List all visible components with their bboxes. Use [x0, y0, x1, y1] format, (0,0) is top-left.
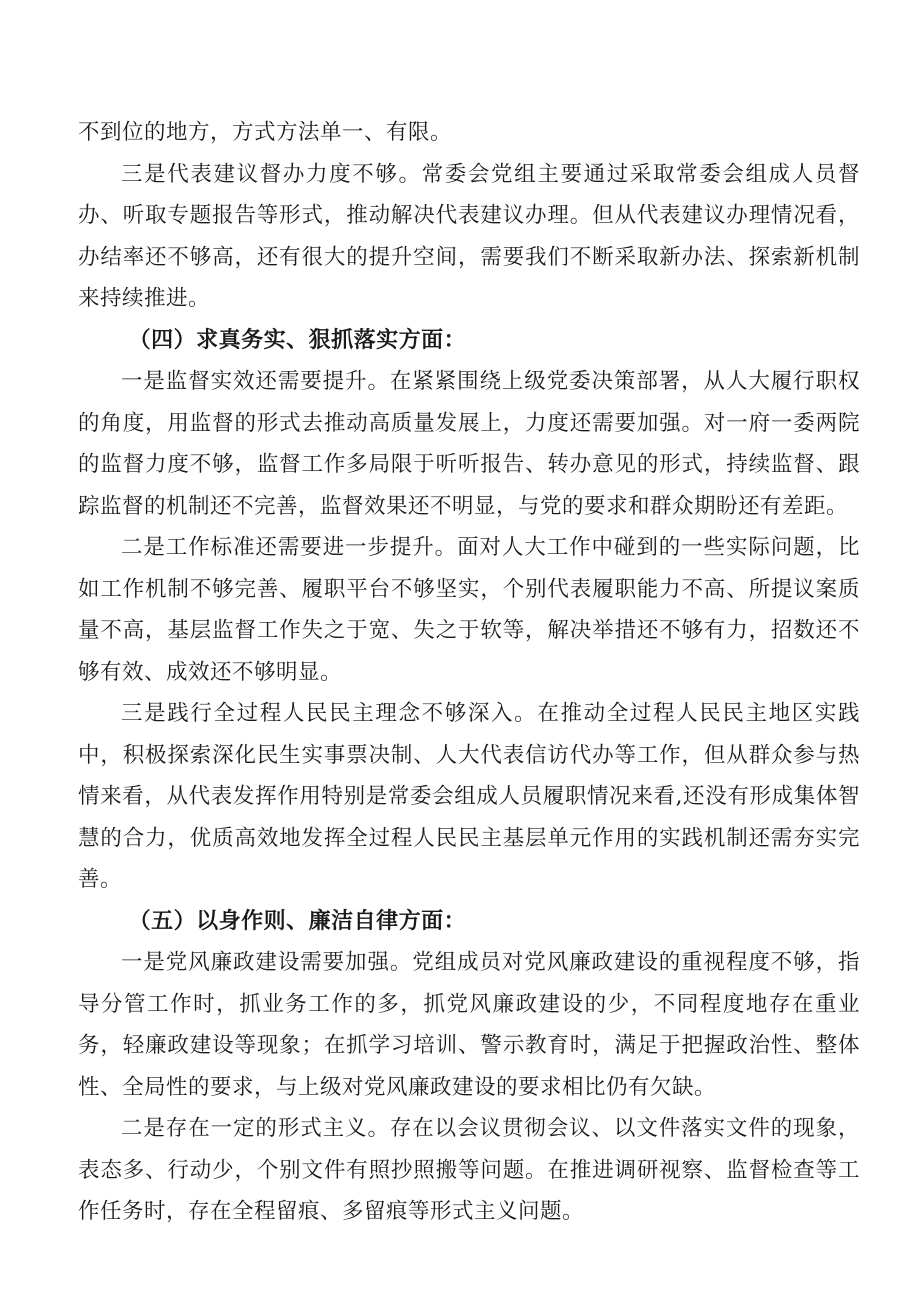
- paragraph-continuation: 不到位的地方，方式方法单一、有限。: [78, 120, 453, 145]
- paragraph-supervision-effect: 一是监督实效还需要提升。在紧紧围绕上级党委决策部署，从人大履行职权的角度，用监督的形式去推动高质量发展上，力度还需要加强。对一府一委两院的监督力度不够，监督工作多局限于听听报告、转办意见的形式，持续监督、跟踪监督的机制还不完善，监督效果还不明显，与党的要求和群众期盼还有差距。: [78, 369, 860, 519]
- paragraph-whole-process-democracy: 三是践行全过程人民民主理念不够深入。在推动全过程人民民主地区实践中，积极探索深化民生实事票决制、人大代表信访代办等工作，但从群众参与热情来看，从代表发挥作用特别是常委会组成人员履职情况来看,还没有形成集体智慧的合力，优质高效地发挥全过程人民民主基层单元作用的实践机制还需夯实完善。: [78, 701, 860, 892]
- paragraph-representative-suggestions: 三是代表建议督办力度不够。常委会党组主要通过采取常委会组成人员督办、听取专题报告等形式，推动解决代表建议办理。但从代表建议办理情况看，办结率还不够高，还有很大的提升空间，需要我们不断采取新办法、探索新机制来持续推进。: [78, 161, 860, 311]
- paragraph-party-integrity: 一是党风廉政建设需要加强。党组成员对党风廉政建设的重视程度不够，指导分管工作时，抓业务工作的多，抓党风廉政建设的少，不同程度地存在重业务，轻廉政建设等现象；在抓学习培训、警示教育时，满足于把握政治性、整体性、全局性的要求，与上级对党风廉政建设的要求相比仍有欠缺。: [78, 950, 860, 1100]
- section-heading-four: （四）求真务实、狠抓落实方面：: [128, 327, 467, 353]
- paragraph-formalism: 二是存在一定的形式主义。存在以会议贯彻会议、以文件落实文件的现象，表态多、行动少，个别文件有照抄照搬等问题。在推进调研视察、监督检查等工作任务时，存在全程留痕、多留痕等形式主义问题。: [78, 1116, 860, 1224]
- section-heading-five: （五）以身作则、廉洁自律方面：: [128, 908, 467, 934]
- paragraph-work-standards: 二是工作标准还需要进一步提升。面对人大工作中碰到的一些实际问题，比如工作机制不够完善、履职平台不够坚实，个别代表履职能力不高、所提议案质量不高，基层监督工作失之于宽、失之于软等，解决举措还不够有力，招数还不够有效、成效还不够明显。: [78, 535, 860, 685]
